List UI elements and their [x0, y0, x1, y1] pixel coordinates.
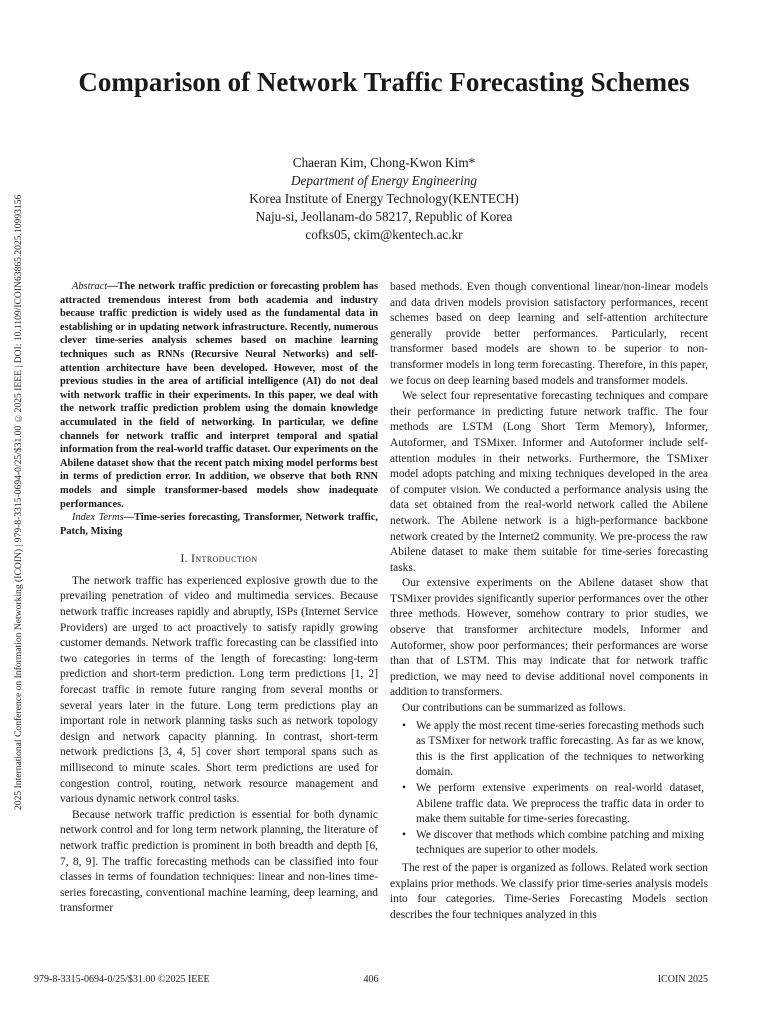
author-names: Chaeran Kim, Chong-Kwon Kim*	[292, 155, 476, 170]
footer-conference: ICOIN 2025	[657, 974, 708, 985]
left-column	[60, 280, 378, 917]
bullet-icon: •	[402, 828, 406, 841]
paper-title: Comparison of Network Traffic Forecasting Schemes	[78, 67, 690, 97]
section-heading-introduction: I. Introduction	[180, 553, 258, 566]
intro-paragraph: The network traffic has experienced explosive growth due to the prevailing penetration of video and multimedia services. Because network traffic increases rapidly and abruptly, ISPs (Internet Service Providers) are urged to act proactively to satisfy rapidly growing customer demands. Network traffic forecasting can be classified into two categories in terms of the length of forecasting: long-term prediction and short-term prediction. Long term predictions [1, 2] forecast traffic in remote future ranging from several months or several years later in the future. Long term predictions play an important role in network planning tasks such as network topology design and network capacity planning. In contrast, short-term network predictions [3, 4, 5] cover short temporal spans such as millisecond to minute scales. Short term predictions are used for congestion control, routing, network resource management and various dynamic network control tasks.	[60, 574, 378, 806]
right-column	[390, 280, 708, 923]
page-number: 406	[363, 974, 379, 985]
index-terms-text: —Time-series forecasting, Transformer, Network traffic, Patch, Mixing	[60, 512, 378, 537]
body-paragraph: The rest of the paper is organized as follows. Related work section explains prior methods. We classify prior time-series analysis models into four categories. Time-Series Forecasting Models section describes the four techniques analyzed in this	[390, 861, 708, 921]
list-item	[390, 781, 708, 828]
author-address: Naju-si, Jeollanam-do 58217, Republic of Korea	[255, 209, 513, 224]
abstract	[60, 280, 378, 511]
footer-isbn: 979-8-3315-0694-0/25/$31.00 ©2025 IEEE	[34, 974, 210, 985]
intro-paragraph: Because network traffic prediction is essential for both dynamic network control and for long term network planning, the literature of network traffic prediction is prominent in both breadth and depth [6, 7, 8, 9]. The traffic forecasting methods can be classified into four classes in terms of foundation techniques: linear and non-lines time- series forecasting, conventional machine learning, deep learning, and transformer	[60, 808, 378, 915]
contributions-list	[390, 719, 708, 859]
abstract-text: —The network traffic prediction or forecasting problem has attracted tremendous interest from both academia and industry because traffic prediction is widely used as the fundamental data in establishing or in updating network infrastructure. Recently, numerous clever time-series analysis schemes based on machine learning techniques such as RNNs (Recursive Neural Networks) and self-attention architecture have been developed. However, most of the previous studies in the area of artificial intelligence (AI) do not deal with network traffic in their experiments. In this paper, we deal with the network traffic prediction problem using the domain knowledge accumulated in the field of networking. In particular, we define channels for network traffic and interpret temporal and spatial information from the real-world traffic dataset. Our experiments on the Abilene dataset show that the recent patch mixing model performs best in terms of prediction error. In addition, we observe that both RNN models and simple transformer-based models show inadequate performances.	[60, 281, 379, 510]
bullet-icon: •	[402, 782, 406, 794]
contribution-text: We discover that methods which combine patching and mixing techniques are superior to other models.	[416, 828, 704, 857]
author-department: Department of Energy Engineering	[291, 173, 477, 188]
contribution-text: We perform extensive experiments on real-world dataset, Abilene traffic data. We preprocess the traffic data in order to make them suitable for time-series forecasting.	[416, 782, 704, 826]
body-paragraph: based methods. Even though conventional linear/non-linear models and data driven models provision satisfactory performances, recent schemes based on deep learning and self-attention architecture generally provide better performances. Particularly, recent transformer based models are shown to be superior to non-transformer models in long term forecasting. Therefore, in this paper, we focus on deep learning based models and transformer models.	[390, 281, 708, 387]
index-terms-lead: Index Terms	[72, 512, 124, 524]
abstract-lead: Abstract	[72, 281, 108, 292]
list-item	[390, 828, 708, 859]
doi-side-note: 2025 International Conference on Information Networking (ICOIN) | 979-8-3315-0694-0/25/$31.00 ©2025 IEEE | DOI: 10.1109/ICOIN63865.2025.10993156	[13, 194, 24, 810]
body-paragraph: We select four representative forecasting techniques and compare their performance in predicting future network traffic. The four methods are LSTM (Long Short Term Memory), Informer, Autoformer, and TSMixer. Informer and Autoformer include self-attention modules in their networks. Furthermore, the TSMixer model adopts patching and mixing techniques developed in the area of computer vision. We conducted a performance analysis using the data set obtained from the real-world network called the Abilene network. The Abilene network is a high-performance backbone network created by the Internet2 community. We pre-process the raw Abilene dataset to make them suitable for time-series forecasting tasks.	[390, 390, 708, 574]
list-item	[390, 719, 708, 781]
body-paragraph: Our contributions can be summarized as follows.	[402, 702, 626, 715]
author-email: cofks05, ckim@kentech.ac.kr	[305, 227, 463, 242]
contribution-text: We apply the most recent time-series forecasting methods such as TSMixer for network traffic forecasting. As far as we know, this is the first application of the techniques to networking domain.	[416, 719, 704, 779]
author-block	[60, 154, 708, 244]
author-institute: Korea Institute of Energy Technology(KENTECH)	[249, 191, 519, 206]
bullet-icon: •	[402, 719, 406, 732]
index-terms	[60, 511, 378, 538]
body-paragraph: Our extensive experiments on the Abilene dataset show that TSMixer provides significantly superior performances over the other three methods. However, somehow contrary to prior studies, we observe that transformer architecture models, Informer and Autoformer, show poor performances; their performances are worse than that of LSTM. This may indicate that for network traffic prediction, we may need to devise additional novel components in addition to transformers.	[390, 577, 708, 699]
